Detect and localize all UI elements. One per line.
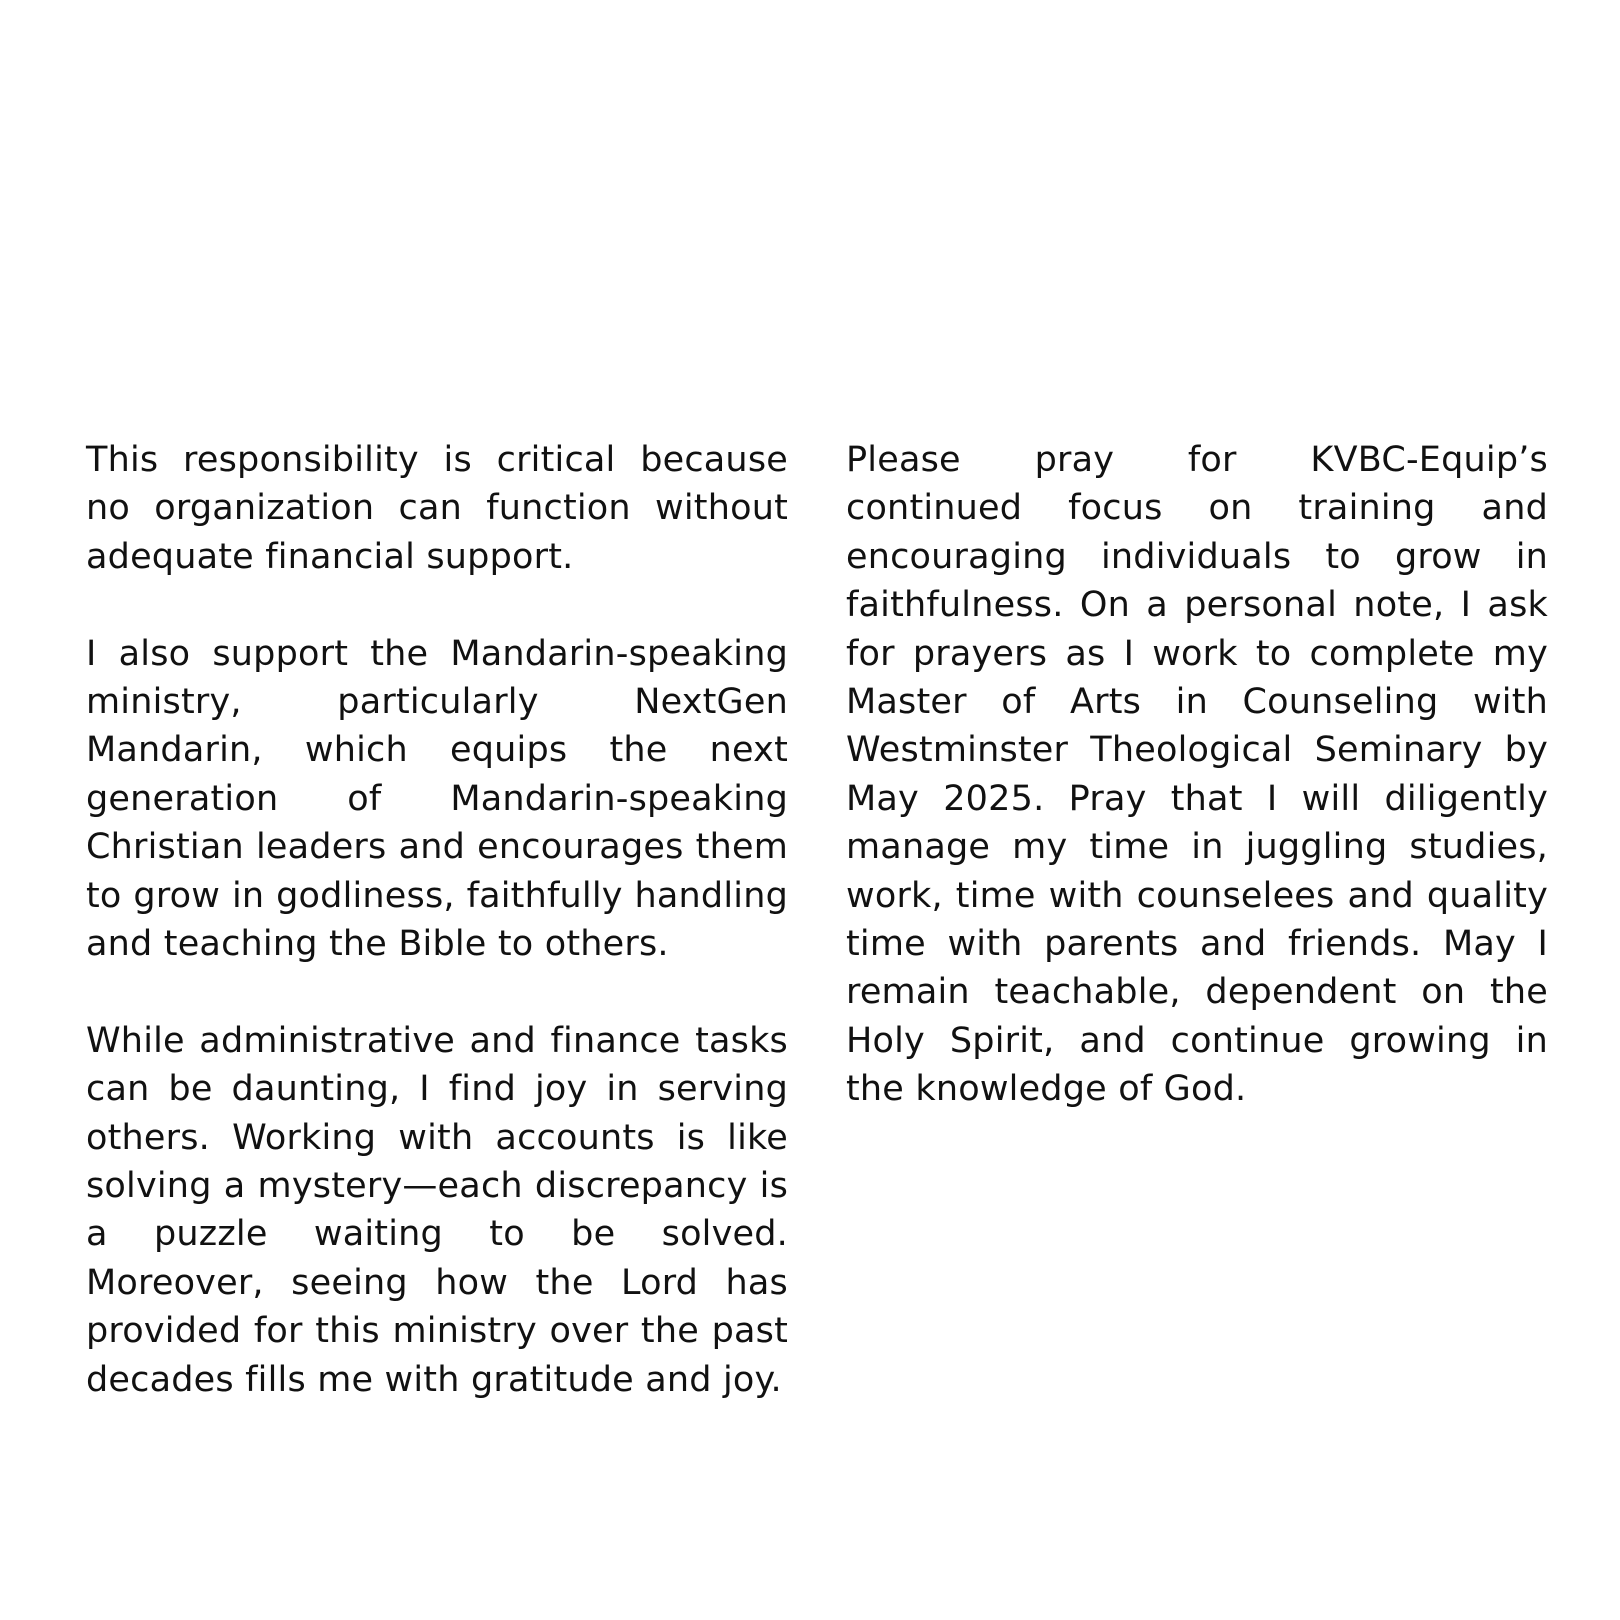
right-text-column [846,436,1548,1114]
paragraph-prayer-request: Please pray for KVBC-Equip’s continued focus on training and encouraging individuals to grow in faithfulness. On a personal note, I ask for prayers as I work to complete my Master of Arts in Counseling with Westminster Theological Seminary by May 2025. Pray that I will diligently manage my time in juggling studies, work, time with counselees and quality time with parents and friends. May I remain teachable, dependent on the Holy Spirit, and continue growing in the knowledge of God. [846,440,1548,1110]
paragraph-joy-in-serving: While administrative and finance tasks can be daunting, I find joy in serving others. Working with accounts is like solving a mystery—each discrepancy is a puzzle waiting to be solved. Moreover, seeing how the Lord has provided for this ministry over the past decades fills me with gratitude and joy. [86,1020,788,1400]
left-text-column [86,436,788,1404]
paragraph-financial-support: This responsibility is critical because no organization can function without adequate financial support. [86,440,788,577]
paragraph-mandarin-ministry: I also support the Mandarin-speaking ministry, particularly NextGen Mandarin, which equips the next generation of Mandarin-speaking Christian leaders and encourages them to grow in godliness, faithfully handling and teaching the Bible to others. [86,633,788,965]
